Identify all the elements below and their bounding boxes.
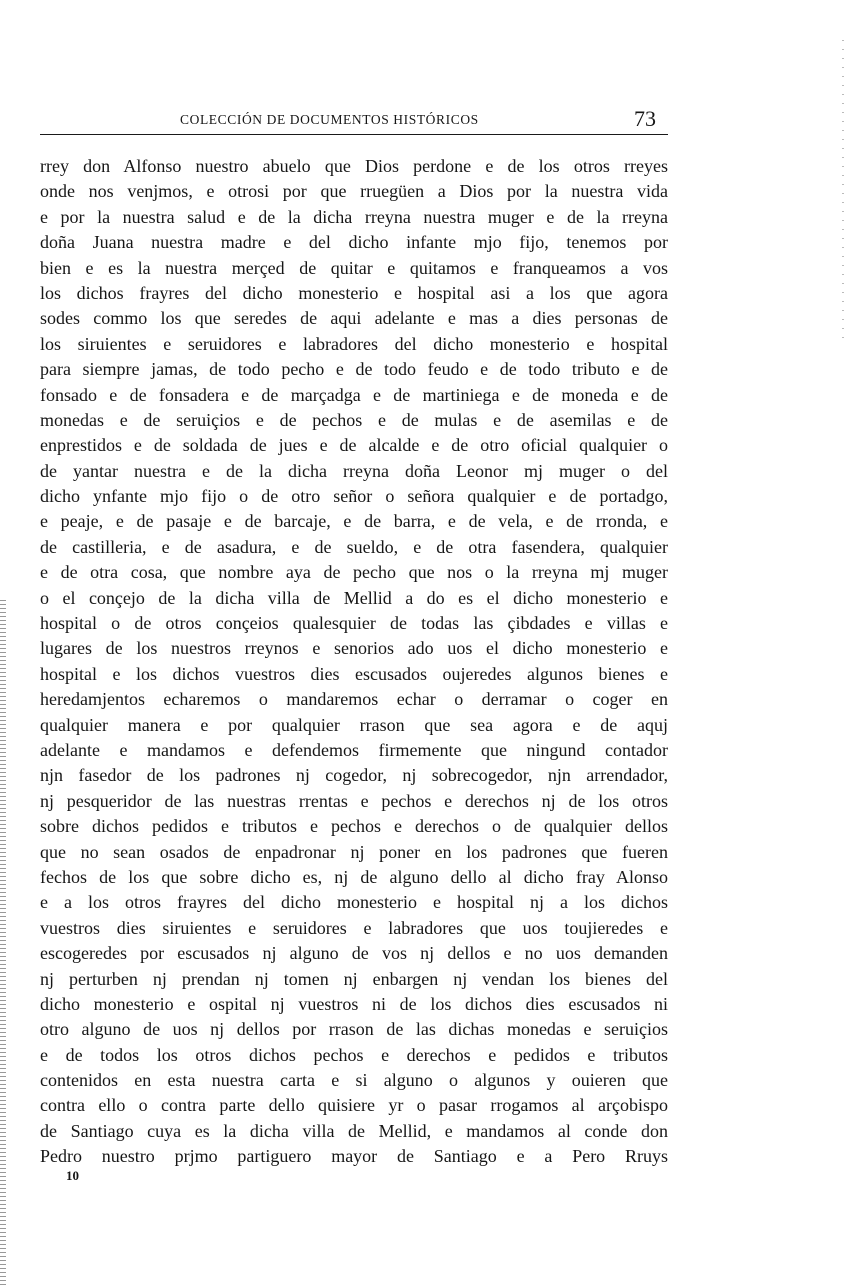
text-line: enprestidos e de soldada de jues e de alcalde e de otro oficial qualquier o	[40, 435, 668, 456]
text-line: e de todos los otros dichos pechos e derechos e pedidos e tributos	[40, 1044, 668, 1065]
scan-right-edge	[842, 40, 844, 340]
text-line: hospital o de otros conçeios qualesquier de todas las çibdades e villas e	[40, 613, 668, 634]
text-line: monedas e de seruiçios e de pechos e de mulas e de asemilas e de	[40, 409, 668, 430]
signature-mark: 10	[66, 1168, 79, 1183]
text-line: dicho ynfante mjo fijo o de otro señor o señora qualquier e de portadgo,	[40, 486, 668, 507]
text-line: lugares de los nuestros rreynos e senorios ado uos el dicho monesterio e	[40, 638, 668, 659]
text-line: sodes commo los que seredes de aqui adelante e mas a dies personas de	[40, 308, 668, 329]
text-line: onde nos venjmos, e otrosi por que rruegüen a Dios por la nuestra vida	[40, 181, 668, 202]
text-line: contra ello o contra parte dello quisiere yr o pasar rrogamos al arçobispo	[40, 1095, 668, 1116]
body-text	[40, 154, 668, 1170]
text-line: e peaje, e de pasaje e de barcaje, e de barra, e de vela, e de rronda, e	[40, 511, 668, 532]
text-line: heredamjentos echaremos o mandaremos echar o derramar o coger en	[40, 689, 668, 710]
text-line: los siruientes e seruidores e labradores del dicho monesterio e hospital	[40, 333, 668, 354]
text-line: sobre dichos pedidos e tributos e pechos e derechos o de qualquier dellos	[40, 816, 668, 837]
text-line: que no sean osados de enpadronar nj poner en los padrones que fueren	[40, 841, 668, 862]
text-line: de castilleria, e de asadura, e de sueldo, e de otra fasendera, qualquier	[40, 536, 668, 557]
text-line: dicho monesterio e ospital nj vuestros ni de los dichos dies escusados ni	[40, 993, 668, 1014]
text-line: nj perturben nj prendan nj tomen nj enbargen nj vendan los bienes del	[40, 968, 668, 989]
text-line: Pedro nuestro prjmo partiguero mayor de Santiago e a Pero Rruys	[40, 1146, 668, 1167]
text-line: escogeredes por escusados nj alguno de vos nj dellos e no uos demanden	[40, 943, 668, 964]
text-line: adelante e mandamos e defendemos firmemente que ningund contador	[40, 739, 668, 760]
text-line: para siempre jamas, de todo pecho e de todo feudo e de todo tributo e de	[40, 359, 668, 380]
text-line: vuestros dies siruientes e seruidores e labradores que uos toujieredes e	[40, 917, 668, 938]
page-number: 73	[634, 106, 656, 131]
text-line: hospital e los dichos vuestros dies escusados oujeredes algunos bienes e	[40, 663, 668, 684]
text-line: e a los otros frayres del dicho monesterio e hospital nj a los dichos	[40, 892, 668, 913]
running-title: COLECCIÓN DE DOCUMENTOS HISTÓRICOS	[180, 112, 479, 127]
text-line: njn fasedor de los padrones nj cogedor, nj sobrecogedor, njn arrendador,	[40, 765, 668, 786]
text-line: los dichos frayres del dicho monesterio e hospital asi a los que agora	[40, 282, 668, 303]
text-line: de yantar nuestra e de la dicha rreyna doña Leonor mj muger o del	[40, 460, 668, 481]
running-header	[40, 104, 668, 135]
text-line: e por la nuestra salud e de la dicha rreyna nuestra muger e de la rreyna	[40, 206, 668, 227]
scan-binding-edge	[0, 600, 6, 1286]
text-line: fechos de los que sobre dicho es, nj de alguno dello al dicho fray Alonso	[40, 866, 668, 887]
text-line: nj pesqueridor de las nuestras rrentas e pechos e derechos nj de los otros	[40, 790, 668, 811]
text-line: doña Juana nuestra madre e del dicho infante mjo fijo, tenemos por	[40, 232, 668, 253]
text-line: otro alguno de uos nj dellos por rrason de las dichas monedas e seruiçios	[40, 1019, 668, 1040]
text-line: bien e es la nuestra merçed de quitar e quitamos e franqueamos a vos	[40, 257, 668, 278]
text-line: de Santiago cuya es la dicha villa de Mellid, e mandamos al conde don	[40, 1120, 668, 1141]
text-line: o el conçejo de la dicha villa de Mellid a do es el dicho monesterio e	[40, 587, 668, 608]
text-line: rrey don Alfonso nuestro abuelo que Dios perdone e de los otros rreyes	[40, 156, 668, 176]
text-line: fonsado e de fonsadera e de marçadga e de martiniega e de moneda e de	[40, 384, 668, 405]
text-line: e de otra cosa, que nombre aya de pecho que nos o la rreyna mj muger	[40, 562, 668, 583]
text-line: contenidos en esta nuestra carta e si alguno o algunos y ouieren que	[40, 1070, 668, 1091]
text-line: qualquier manera e por qualquier rrason que sea agora e de aquj	[40, 714, 668, 735]
